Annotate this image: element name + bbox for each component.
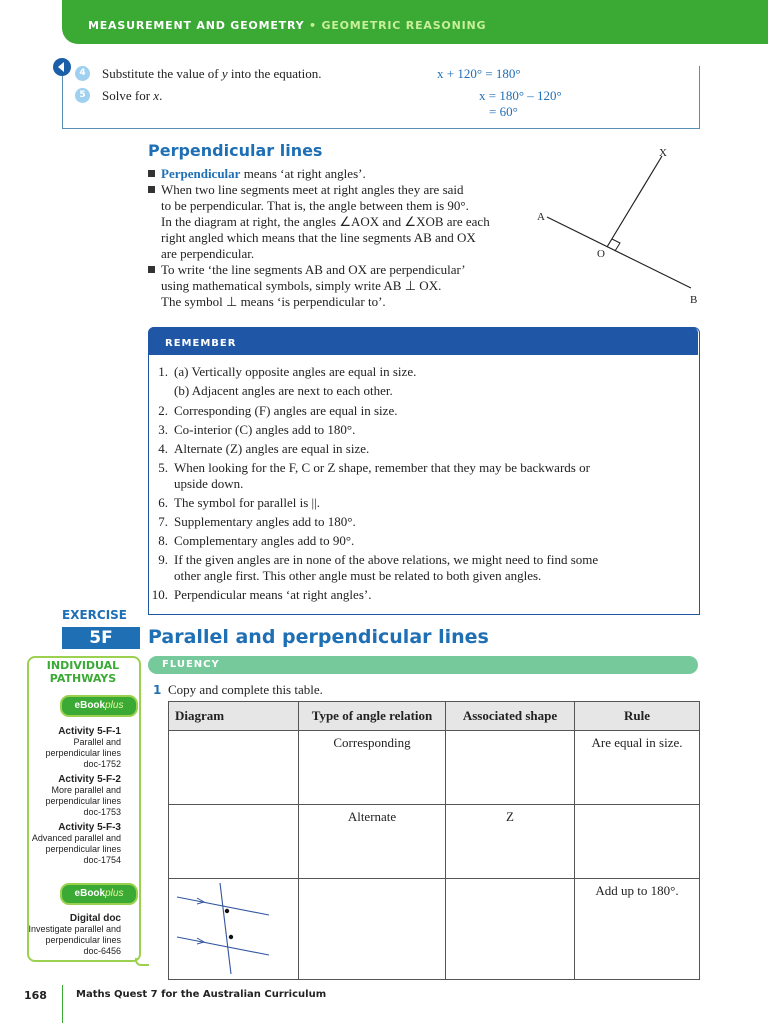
step-math: x + 120° = 180° <box>437 66 521 81</box>
angle-table <box>168 701 700 980</box>
remember-item: 10. Perpendicular means ‘at right angles’. <box>151 587 372 602</box>
shape-cell <box>446 879 575 980</box>
type-cell <box>299 879 446 980</box>
step-number: 5 <box>75 88 90 103</box>
page-number: 168 <box>24 989 47 1002</box>
rule-cell: Add up to 180°. <box>575 879 700 980</box>
remember-item: other angle first. This other angle must be related to both given angles. <box>174 568 542 583</box>
activity-link-3[interactable]: Activity 5-F-3 Advanced parallel and perpendicular lines doc-1754 <box>31 822 121 865</box>
exercise-code: 5F <box>62 627 140 649</box>
shape-cell: Z <box>446 805 575 879</box>
remember-item: 8. Complementary angles add to 90°. <box>158 533 355 548</box>
ebook-plus-button[interactable]: eBookplus <box>60 695 138 717</box>
table-header: Diagram <box>169 702 299 731</box>
section-title: Perpendicular lines <box>148 141 323 160</box>
question-text: Copy and complete this table. <box>168 682 323 697</box>
digital-doc-link[interactable]: Digital doc Investigate parallel and perpendicular lines doc-6456 <box>28 913 121 956</box>
step-math: x = 180° – 120° <box>479 88 562 103</box>
label-o: O <box>597 248 605 260</box>
perpendicular-diagram <box>528 150 708 310</box>
type-cell: Corresponding <box>299 731 446 805</box>
remember-item: 9. If the given angles are in none of the above relations, we might need to find some <box>158 552 599 567</box>
bullet-item: To write ‘the line segments AB and OX are perpendicular’ <box>148 262 490 278</box>
header-topic: GEOMETRIC REASONING <box>321 19 487 32</box>
remember-item: 1. (a) Vertically opposite angles are equal in size. <box>158 364 417 379</box>
table-header: Rule <box>575 702 700 731</box>
step-number: 4 <box>75 66 90 81</box>
remember-item: 7. Supplementary angles add to 180°. <box>158 514 356 529</box>
table-row <box>169 879 700 980</box>
label-a: A <box>537 211 545 223</box>
diagram-cell <box>169 879 299 980</box>
remember-list <box>146 364 598 606</box>
header-section: MEASUREMENT AND GEOMETRY <box>88 19 305 32</box>
bullet-item: When two line segments meet at right angles they are said <box>148 182 490 198</box>
table-row <box>169 805 700 879</box>
remember-item: upside down. <box>174 476 244 491</box>
table-row <box>169 731 700 805</box>
type-cell: Alternate <box>299 805 446 879</box>
question-number: 1 <box>153 683 162 697</box>
ebook-plus-button[interactable]: eBookplus <box>60 883 138 905</box>
remember-item: 3. Co-interior (C) angles add to 180°. <box>158 422 356 437</box>
diagram-cell <box>169 731 299 805</box>
sidebar-connector <box>135 958 149 966</box>
step-text: Solve for x. <box>102 88 163 103</box>
shape-cell <box>446 731 575 805</box>
bullet-item: Perpendicular means ‘at right angles’. <box>148 166 490 182</box>
step-math-result: = 60° <box>489 104 518 119</box>
remember-item: 5. When looking for the F, C or Z shape, remember that they may be backwards or <box>158 460 590 475</box>
diagram-cell <box>169 805 299 879</box>
remember-item: 4. Alternate (Z) angles are equal in size. <box>158 441 370 456</box>
table-header: Type of angle relation <box>299 702 446 731</box>
footer-divider <box>62 985 63 1023</box>
rule-cell: Are equal in size. <box>575 731 700 805</box>
label-b: B <box>690 294 698 306</box>
co-interior-diagram <box>169 879 292 979</box>
step-text: Substitute the value of y into the equation. <box>102 66 322 81</box>
header-separator: • <box>304 19 322 32</box>
remember-item: 6. The symbol for parallel is ||. <box>158 495 321 510</box>
book-title: Maths Quest 7 for the Australian Curriculum <box>76 989 327 1000</box>
fluency-bar <box>148 656 698 674</box>
rule-cell <box>575 805 700 879</box>
table-header: Associated shape <box>446 702 575 731</box>
fluency-label: FLUENCY <box>162 659 220 670</box>
activity-link-2[interactable]: Activity 5-F-2 More parallel and perpendicular lines doc-1753 <box>45 774 121 817</box>
pathways-title: INDIVIDUAL PATHWAYS <box>46 659 120 685</box>
bullet-list: Perpendicular means ‘at right angles’. When two line segments meet at right angles they are said to be perpendicular. That is, the angle between them is 90°. In the diagram at right, the angles ∠AOX and ∠XOB are each right angled which means that the line segments AB and OX are perpendicular. To write ‘the line segments AB and OX are perpendicular’ using mathematical symbols, simply write AB ⊥ OX. The symbol ⊥ means ‘is perpendicular to’. <box>148 166 490 310</box>
remember-item: (b) Adjacent angles are next to each other. <box>174 383 393 398</box>
back-arrow-icon[interactable] <box>53 58 71 76</box>
exercise-title: Parallel and perpendicular lines <box>148 626 489 648</box>
remember-item: 2. Corresponding (F) angles are equal in size. <box>158 403 398 418</box>
table-header-row <box>169 702 700 731</box>
remember-title: REMEMBER <box>165 338 237 349</box>
exercise-label: EXERCISE <box>62 608 127 622</box>
label-x: X <box>659 147 667 159</box>
header-title <box>88 19 486 32</box>
activity-link-1[interactable]: Activity 5-F-1 Parallel and perpendicular lines doc-1752 <box>45 726 121 769</box>
